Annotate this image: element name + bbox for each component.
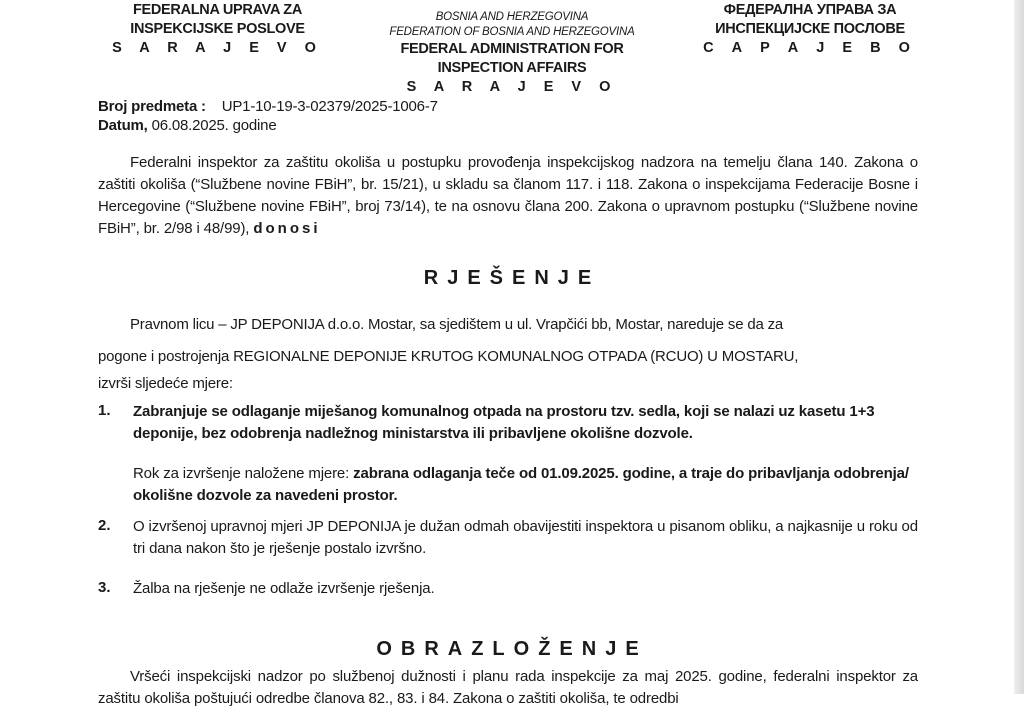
- reasoning-paragraph: Vršeći inspekcijski nadzor po službenoj dužnosti i planu rada inspekcije za maj 2025. godine, federalni inspektor za zaštitu okoliša poštujući odredbe članova 82., 83. i 84. Zakona o zaštiti okoliša, te odredbi: [98, 668, 918, 707]
- header-right: [690, 1, 930, 58]
- order-line1: Pravnom licu – JP DEPONIJA d.o.o. Mostar, sa sjedištem u ul. Vrapčići bb, Mostar, nareduje se da za: [130, 316, 784, 333]
- deadline-value: zabrana odlaganja teče od 01.09.2025. godine, a traje do pribavljanja odobrenja/ okolišne dozvole za navedeni prostor.: [133, 465, 909, 504]
- page-edge: [1014, 0, 1024, 694]
- measure-2-number: 2.: [98, 517, 111, 534]
- header-center-line1: BOSNIA AND HERZEGOVINA: [435, 11, 589, 23]
- header-left-city: S A R A J E V O: [112, 40, 323, 56]
- header-left: [110, 1, 325, 58]
- order-line3: izvrši sljedeće mjere:: [98, 375, 233, 392]
- intro-verb: donosi: [253, 220, 321, 237]
- header-left-line1: FEDERALNA UPRAVA ZA: [132, 2, 303, 18]
- case-number: UP1-10-19-3-02379/2025-1006-7: [221, 98, 438, 115]
- header-center-line4: INSPECTION AFFAIRS: [437, 60, 587, 76]
- reasoning-title: OBRAZLOŽENJE: [376, 638, 648, 660]
- header-right-line1: ФЕДЕРАЛНА УПРАВА ЗА: [723, 2, 897, 18]
- decision-title: RJEŠENJE: [423, 267, 601, 289]
- header-center: [362, 10, 662, 97]
- date-line: [98, 115, 276, 137]
- header-center-city: S A R A J E V O: [406, 79, 618, 95]
- measure-2-text: O izvršenoj upravnoj mjeri JP DEPONIJA je dužan odmah obavijestiti inspektora u pisanom obliku, a najkasnije u roku od tri dana nakon što je rješenje postalo izvršno.: [133, 518, 918, 557]
- date-label: Datum,: [98, 117, 148, 134]
- measure-3-text: Žalba na rješenje ne odlaže izvršenje rješenja.: [133, 580, 435, 597]
- header-right-line2: ИНСПЕКЦИЈСКЕ ПОСЛОВЕ: [715, 21, 905, 37]
- measure-1-number: 1.: [98, 402, 111, 419]
- date-value: 06.08.2025. godine: [151, 117, 277, 134]
- intro-text: Federalni inspektor za zaštitu okoliša u postupku provođenja inspekcijskog nadzora na temelju člana 140. Zakona o zaštiti okoliša (“Službene novine FBiH”, br. 15/21), u skladu sa članom 117. i 118. Zakona o inspekcijama Federacije Bosne i Hercegovine (“Službene novine FBiH”, broj 73/14), te na osnovu člana 200. Zakona o upravnom postupku (“Službene novine FBiH”, br. 2/98 i 48/99),: [98, 154, 918, 237]
- header-center-line2: FEDERATION OF BOSNIA AND HERZEGOVINA: [389, 26, 635, 38]
- measure-3-number: 3.: [98, 579, 111, 596]
- case-label: Broj predmeta :: [98, 98, 206, 115]
- header-left-line2: INSPEKCIJSKE POSLOVE: [130, 21, 305, 37]
- measure-1-text: Zabranjuje se odlaganje miješanog komunalnog otpada na prostoru tzv. sedla, koji se nalazi uz kasetu 1+3 deponije, bez odobrenja nadležnog ministarstva ili pribavljene okolišne dozvole.: [133, 403, 875, 442]
- measure-1-deadline: [133, 463, 923, 507]
- header-right-city: С А Р А Ј Е В О: [703, 40, 917, 56]
- deadline-label: Rok za izvršenje naložene mjere:: [133, 465, 350, 482]
- intro-paragraph: [98, 152, 918, 240]
- header-center-line3: FEDERAL ADMINISTRATION FOR: [400, 41, 624, 57]
- order-line2: pogone i postrojenja REGIONALNE DEPONIJE KRUTOG KOMUNALNOG OTPADA (RCUO) U MOSTARU,: [98, 348, 799, 365]
